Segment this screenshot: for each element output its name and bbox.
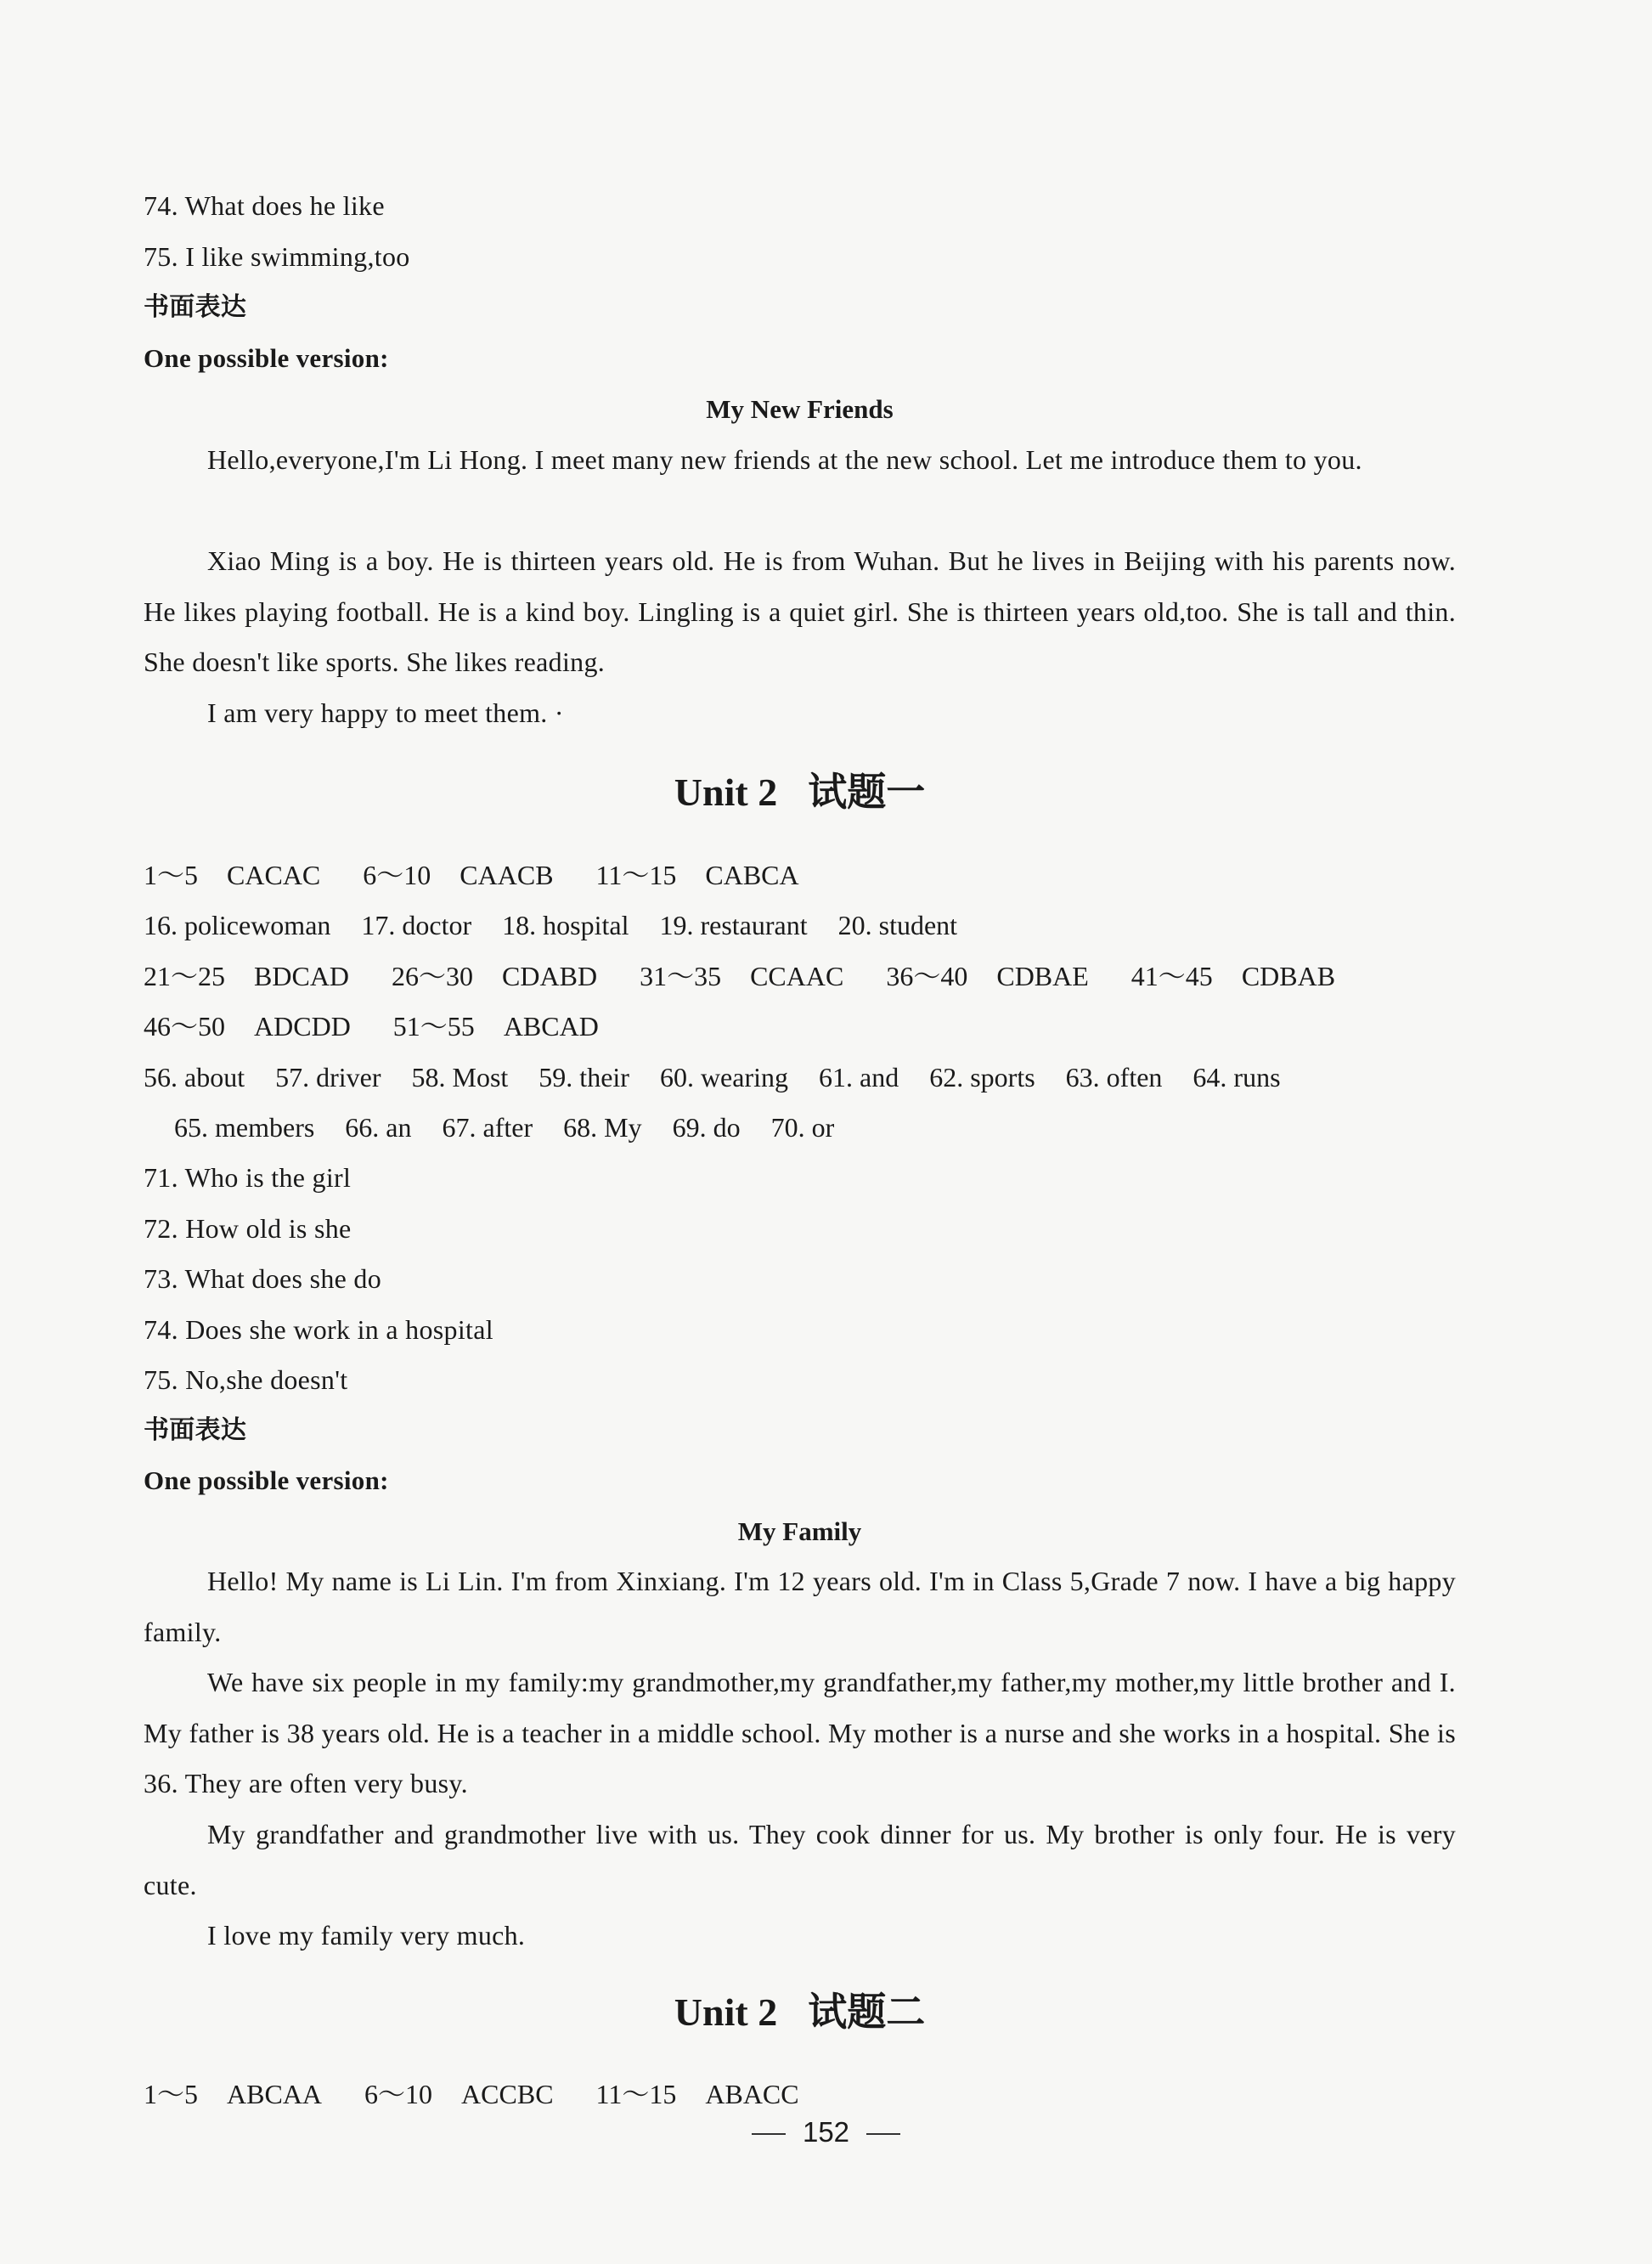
answer-74: 74. Does she work in a hospital: [144, 1314, 493, 1345]
page-number: [0, 2115, 1652, 2149]
answer-row: [144, 858, 835, 892]
word-answer: 16. policewoman: [144, 910, 331, 940]
essay-paragraph: We have six people in my family:my grandmother,my grandfather,my father,my mother,my little brother and I. My father is 38 years old. He is a teacher in a middle school. My mother is a nurse and she works in a hospital. She is 36. They are often very busy.: [144, 1667, 1456, 1798]
unit-title-en: Unit 2: [674, 1990, 778, 2034]
unit-title-cn: 试题一: [808, 769, 926, 815]
answer-group: [364, 2077, 554, 2111]
answer-group: [392, 959, 597, 993]
answer-letters: CCAAC: [750, 961, 844, 991]
answer-letters: ABCAD: [503, 1011, 599, 1042]
word-answer: 69. do: [672, 1112, 741, 1143]
essay-paragraph: Hello,everyone,I'm Li Hong. I meet many new friends at the new school. Let me introduce them to you.: [207, 444, 1362, 475]
page-number-value: 152: [802, 2116, 850, 2148]
answer-group: [363, 858, 553, 892]
question-range: 6～10: [364, 2079, 433, 2109]
writing-label: 书面表达: [144, 292, 247, 322]
question-range: 21～25: [144, 961, 226, 991]
answer-group: [1131, 959, 1335, 993]
word-answer: 66. an: [345, 1112, 412, 1143]
answer-group: [596, 2077, 799, 2111]
unit-title: [144, 768, 1456, 816]
answer-letters: BDCAD: [254, 961, 350, 991]
word-answer: 19. restaurant: [659, 910, 808, 940]
essay-title: My Family: [737, 1516, 862, 1546]
answer-letters: ACCBC: [461, 2079, 554, 2109]
question-range: 41～45: [1130, 961, 1213, 991]
word-answer: 64. runs: [1192, 1062, 1281, 1092]
word-answer: 56. about: [144, 1062, 245, 1092]
answer-group: [144, 1009, 351, 1043]
answer-75: 75. I like swimming,too: [144, 241, 410, 272]
page-number-dash: [752, 2133, 786, 2135]
word-answer: 59. their: [538, 1062, 629, 1092]
word-answer: 62. sports: [929, 1062, 1035, 1092]
question-range: 6～10: [363, 860, 431, 890]
answer-73: 73. What does she do: [144, 1263, 382, 1294]
answer-75: 75. No,she doesn't: [144, 1364, 348, 1395]
answer-letters: CDABD: [502, 961, 598, 991]
question-range: 51～55: [392, 1011, 475, 1042]
answer-row: [144, 908, 981, 942]
answer-letters: CDBAB: [1241, 961, 1336, 991]
question-range: 1～5: [144, 2079, 199, 2109]
word-answer: 65. members: [174, 1112, 315, 1143]
answer-letters: CAACB: [460, 860, 554, 890]
answer-group: [144, 858, 320, 892]
question-range: 11～15: [595, 860, 677, 890]
essay-paragraph: Hello! My name is Li Lin. I'm from Xinxiang. I'm 12 years old. I'm in Class 5,Grade 7 now. I have a big happy family.: [144, 1566, 1456, 1647]
word-answer: 60. wearing: [659, 1062, 788, 1092]
answer-letters: CDBAE: [996, 961, 1089, 991]
question-range: 46～50: [144, 1011, 226, 1042]
answer-row: [174, 1110, 858, 1144]
answer-group: [640, 959, 843, 993]
question-range: 31～35: [640, 961, 722, 991]
essay-paragraph: Xiao Ming is a boy. He is thirteen years old. He is from Wuhan. But he lives in Beijing with his parents now. He likes playing football. He is a kind boy. Lingling is a quiet girl. She is thirteen years old,too. She is tall and thin. She doesn't like sports. She likes reading.: [144, 545, 1456, 677]
page-number-dash: [866, 2133, 900, 2135]
answer-row: [144, 959, 1371, 993]
word-answer: 70. or: [770, 1112, 835, 1143]
answer-letters: ABCAA: [227, 2079, 323, 2109]
answer-group: [886, 959, 1088, 993]
answer-72: 72. How old is she: [144, 1213, 352, 1244]
answer-group: [144, 959, 349, 993]
essay-paragraph: I am very happy to meet them. ·: [207, 697, 564, 728]
word-answer: 63. often: [1065, 1062, 1163, 1092]
answer-letters: CACAC: [227, 860, 321, 890]
word-answer: 57. driver: [275, 1062, 381, 1092]
version-label: One possible version:: [144, 1465, 389, 1495]
word-answer: 20. student: [837, 910, 958, 940]
answer-row: [144, 1009, 634, 1043]
word-answer: 18. hospital: [502, 910, 629, 940]
answer-group: [596, 858, 799, 892]
unit-title: [144, 1988, 1456, 2036]
unit-title-en: Unit 2: [674, 771, 778, 814]
answer-letters: CABCA: [705, 860, 799, 890]
essay-paragraph: My grandfather and grandmother live with us. They cook dinner for us. My brother is only four. He is very cute.: [144, 1819, 1456, 1900]
question-range: 26～30: [392, 961, 474, 991]
answer-group: [144, 2077, 322, 2111]
answer-letters: ABACC: [705, 2079, 799, 2109]
essay-title: My New Friends: [706, 394, 894, 424]
answer-row: [144, 2077, 835, 2111]
unit-title-cn: 试题二: [808, 1989, 926, 2035]
answer-74: 74. What does he like: [144, 190, 385, 221]
word-answer: 17. doctor: [361, 910, 472, 940]
question-range: 1～5: [144, 860, 199, 890]
answer-71: 71. Who is the girl: [144, 1162, 352, 1193]
writing-label: 书面表达: [144, 1415, 247, 1445]
version-label: One possible version:: [144, 343, 389, 373]
answer-letters: ADCDD: [254, 1011, 351, 1042]
question-range: 36～40: [886, 961, 968, 991]
essay-paragraph: I love my family very much.: [207, 1920, 526, 1951]
word-answer: 61. and: [819, 1062, 899, 1092]
answer-group: [393, 1009, 599, 1043]
question-range: 11～15: [595, 2079, 677, 2109]
word-answer: 68. My: [563, 1112, 642, 1143]
answer-row: [144, 1060, 1305, 1094]
word-answer: 67. after: [442, 1112, 533, 1143]
word-answer: 58. Most: [411, 1062, 509, 1092]
